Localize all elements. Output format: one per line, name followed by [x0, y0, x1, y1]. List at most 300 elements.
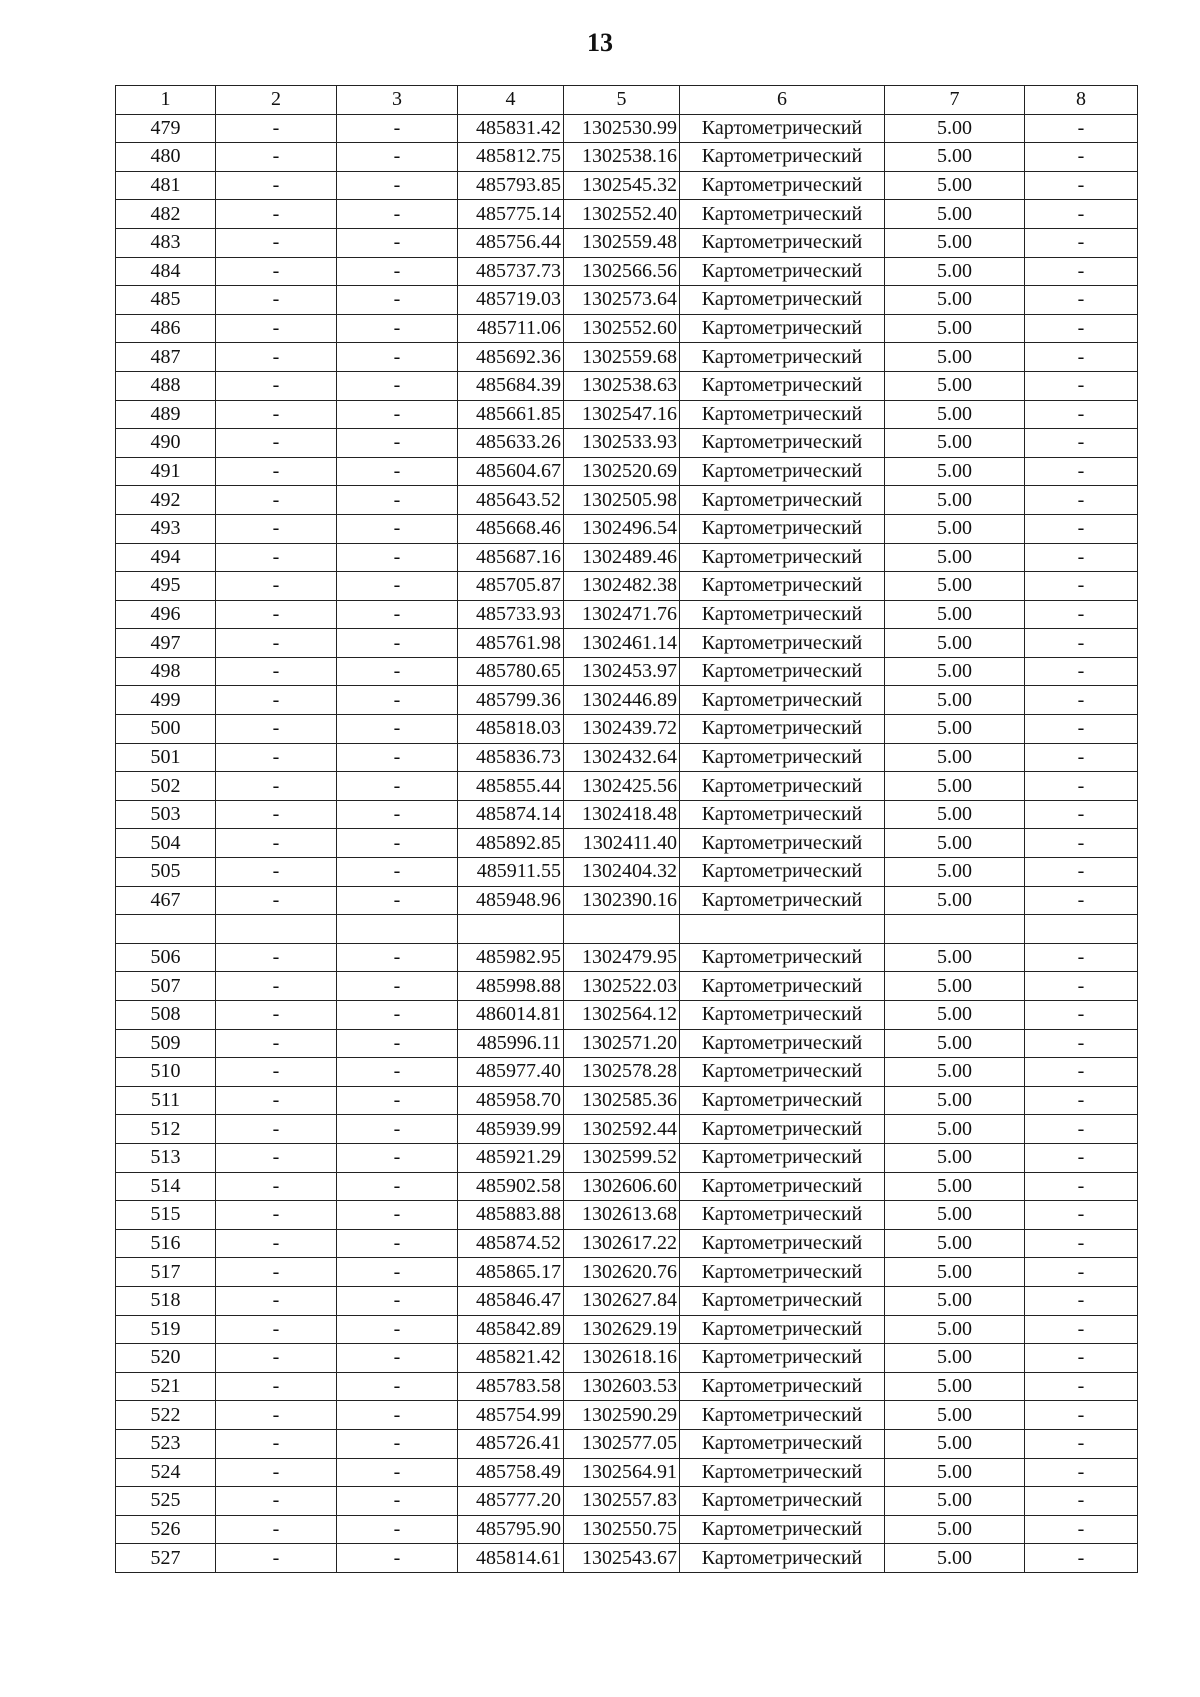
y-coordinate-cell: 1302590.29: [564, 1401, 680, 1430]
x-coordinate-cell: 485775.14: [458, 200, 564, 229]
accuracy-cell: 5.00: [885, 286, 1025, 315]
col-8-cell: -: [1025, 1429, 1138, 1458]
column-header: 2: [216, 86, 337, 115]
x-coordinate-cell: 485783.58: [458, 1372, 564, 1401]
y-coordinate-cell: 1302617.22: [564, 1229, 680, 1258]
col-8-cell: [1025, 915, 1138, 944]
accuracy-cell: 5.00: [885, 514, 1025, 543]
col-8-cell: -: [1025, 657, 1138, 686]
col-2-cell: -: [216, 286, 337, 315]
x-coordinate-cell: 485977.40: [458, 1058, 564, 1087]
col-2-cell: -: [216, 743, 337, 772]
method-cell: Картометрический: [680, 572, 885, 601]
col-8-cell: -: [1025, 743, 1138, 772]
y-coordinate-cell: 1302571.20: [564, 1029, 680, 1058]
col-2-cell: -: [216, 457, 337, 486]
accuracy-cell: 5.00: [885, 1401, 1025, 1430]
col-3-cell: -: [337, 972, 458, 1001]
point-number-cell: 508: [116, 1001, 216, 1030]
col-8-cell: -: [1025, 600, 1138, 629]
col-3-cell: -: [337, 314, 458, 343]
point-number-cell: [116, 915, 216, 944]
accuracy-cell: 5.00: [885, 1544, 1025, 1573]
col-2-cell: -: [216, 314, 337, 343]
x-coordinate-cell: 485818.03: [458, 715, 564, 744]
col-3-cell: -: [337, 743, 458, 772]
point-number-cell: 512: [116, 1115, 216, 1144]
table-row: [116, 371, 1138, 400]
y-coordinate-cell: 1302538.16: [564, 143, 680, 172]
x-coordinate-cell: 485733.93: [458, 600, 564, 629]
method-cell: Картометрический: [680, 143, 885, 172]
method-cell: Картометрический: [680, 1029, 885, 1058]
table-row: [116, 171, 1138, 200]
method-cell: Картометрический: [680, 1058, 885, 1087]
method-cell: Картометрический: [680, 171, 885, 200]
col-2-cell: -: [216, 600, 337, 629]
col-3-cell: -: [337, 858, 458, 887]
table-row: [116, 514, 1138, 543]
col-8-cell: -: [1025, 1344, 1138, 1373]
point-number-cell: 509: [116, 1029, 216, 1058]
col-2-cell: -: [216, 1458, 337, 1487]
table-row: [116, 800, 1138, 829]
col-8-cell: -: [1025, 829, 1138, 858]
y-coordinate-cell: 1302482.38: [564, 572, 680, 601]
col-3-cell: -: [337, 286, 458, 315]
y-coordinate-cell: 1302432.64: [564, 743, 680, 772]
col-3-cell: -: [337, 829, 458, 858]
y-coordinate-cell: 1302522.03: [564, 972, 680, 1001]
col-8-cell: -: [1025, 572, 1138, 601]
point-number-cell: 491: [116, 457, 216, 486]
col-8-cell: -: [1025, 1401, 1138, 1430]
y-coordinate-cell: 1302618.16: [564, 1344, 680, 1373]
accuracy-cell: 5.00: [885, 371, 1025, 400]
x-coordinate-cell: 485668.46: [458, 514, 564, 543]
point-number-cell: 492: [116, 486, 216, 515]
coordinates-table: [115, 85, 1138, 1573]
point-number-cell: 516: [116, 1229, 216, 1258]
table-row: [116, 1172, 1138, 1201]
method-cell: Картометрический: [680, 1315, 885, 1344]
table-row: [116, 657, 1138, 686]
y-coordinate-cell: 1302418.48: [564, 800, 680, 829]
point-number-cell: 490: [116, 429, 216, 458]
method-cell: Картометрический: [680, 200, 885, 229]
col-2-cell: -: [216, 371, 337, 400]
point-number-cell: 480: [116, 143, 216, 172]
point-number-cell: 520: [116, 1344, 216, 1373]
x-coordinate-cell: 485684.39: [458, 371, 564, 400]
method-cell: Картометрический: [680, 1229, 885, 1258]
point-number-cell: 518: [116, 1286, 216, 1315]
x-coordinate-cell: 485758.49: [458, 1458, 564, 1487]
accuracy-cell: 5.00: [885, 743, 1025, 772]
method-cell: Картометрический: [680, 1258, 885, 1287]
x-coordinate-cell: 485633.26: [458, 429, 564, 458]
col-3-cell: -: [337, 200, 458, 229]
table-row: [116, 943, 1138, 972]
point-number-cell: 526: [116, 1515, 216, 1544]
accuracy-cell: 5.00: [885, 1001, 1025, 1030]
x-coordinate-cell: 485892.85: [458, 829, 564, 858]
accuracy-cell: 5.00: [885, 257, 1025, 286]
y-coordinate-cell: 1302446.89: [564, 686, 680, 715]
x-coordinate-cell: 485705.87: [458, 572, 564, 601]
method-cell: Картометрический: [680, 457, 885, 486]
point-number-cell: 495: [116, 572, 216, 601]
y-coordinate-cell: 1302489.46: [564, 543, 680, 572]
col-3-cell: -: [337, 1086, 458, 1115]
col-2-cell: -: [216, 1115, 337, 1144]
col-8-cell: -: [1025, 686, 1138, 715]
col-3-cell: -: [337, 1286, 458, 1315]
point-number-cell: 527: [116, 1544, 216, 1573]
accuracy-cell: 5.00: [885, 1286, 1025, 1315]
y-coordinate-cell: 1302613.68: [564, 1201, 680, 1230]
point-number-cell: 488: [116, 371, 216, 400]
col-2-cell: -: [216, 686, 337, 715]
table-row: [116, 858, 1138, 887]
point-number-cell: 522: [116, 1401, 216, 1430]
method-cell: Картометрический: [680, 1286, 885, 1315]
point-number-cell: 501: [116, 743, 216, 772]
y-coordinate-cell: 1302411.40: [564, 829, 680, 858]
table-row: [116, 114, 1138, 143]
col-2-cell: -: [216, 715, 337, 744]
point-number-cell: 498: [116, 657, 216, 686]
col-3-cell: -: [337, 257, 458, 286]
table-row: [116, 543, 1138, 572]
x-coordinate-cell: 485780.65: [458, 657, 564, 686]
col-3-cell: -: [337, 600, 458, 629]
point-number-cell: 481: [116, 171, 216, 200]
method-cell: Картометрический: [680, 1487, 885, 1516]
col-8-cell: -: [1025, 629, 1138, 658]
col-3-cell: -: [337, 1458, 458, 1487]
table-row: [116, 1515, 1138, 1544]
table-row: [116, 886, 1138, 915]
method-cell: Картометрический: [680, 114, 885, 143]
col-2-cell: -: [216, 772, 337, 801]
accuracy-cell: 5.00: [885, 715, 1025, 744]
x-coordinate-cell: 485737.73: [458, 257, 564, 286]
point-number-cell: 500: [116, 715, 216, 744]
point-number-cell: 506: [116, 943, 216, 972]
col-8-cell: -: [1025, 1029, 1138, 1058]
col-3-cell: -: [337, 1372, 458, 1401]
table-row: [116, 1058, 1138, 1087]
column-header: 7: [885, 86, 1025, 115]
accuracy-cell: 5.00: [885, 629, 1025, 658]
col-3-cell: -: [337, 572, 458, 601]
y-coordinate-cell: 1302559.48: [564, 228, 680, 257]
y-coordinate-cell: 1302592.44: [564, 1115, 680, 1144]
col-3-cell: -: [337, 343, 458, 372]
col-8-cell: -: [1025, 972, 1138, 1001]
col-3-cell: -: [337, 457, 458, 486]
point-number-cell: 523: [116, 1429, 216, 1458]
table-row: [116, 457, 1138, 486]
x-coordinate-cell: 485692.36: [458, 343, 564, 372]
method-cell: Картометрический: [680, 371, 885, 400]
col-8-cell: -: [1025, 514, 1138, 543]
col-8-cell: -: [1025, 858, 1138, 887]
accuracy-cell: 5.00: [885, 829, 1025, 858]
col-2-cell: -: [216, 1315, 337, 1344]
col-3-cell: -: [337, 657, 458, 686]
col-8-cell: -: [1025, 429, 1138, 458]
table-row: [116, 829, 1138, 858]
col-3-cell: -: [337, 1344, 458, 1373]
accuracy-cell: 5.00: [885, 1058, 1025, 1087]
accuracy-cell: 5.00: [885, 400, 1025, 429]
col-8-cell: -: [1025, 1315, 1138, 1344]
table-row: [116, 1429, 1138, 1458]
point-number-cell: 519: [116, 1315, 216, 1344]
method-cell: Картометрический: [680, 1372, 885, 1401]
method-cell: Картометрический: [680, 1401, 885, 1430]
col-2-cell: -: [216, 114, 337, 143]
col-2-cell: -: [216, 1544, 337, 1573]
accuracy-cell: 5.00: [885, 1487, 1025, 1516]
col-8-cell: -: [1025, 543, 1138, 572]
point-number-cell: 496: [116, 600, 216, 629]
col-2-cell: -: [216, 1029, 337, 1058]
accuracy-cell: 5.00: [885, 1172, 1025, 1201]
method-cell: Картометрический: [680, 286, 885, 315]
y-coordinate-cell: 1302557.83: [564, 1487, 680, 1516]
col-2-cell: -: [216, 543, 337, 572]
y-coordinate-cell: 1302545.32: [564, 171, 680, 200]
point-number-cell: 505: [116, 858, 216, 887]
col-2-cell: -: [216, 429, 337, 458]
column-header: 3: [337, 86, 458, 115]
col-3-cell: -: [337, 1429, 458, 1458]
col-2-cell: -: [216, 1286, 337, 1315]
accuracy-cell: 5.00: [885, 1115, 1025, 1144]
point-number-cell: 517: [116, 1258, 216, 1287]
point-number-cell: 493: [116, 514, 216, 543]
col-8-cell: -: [1025, 1172, 1138, 1201]
col-2-cell: -: [216, 829, 337, 858]
table-row: [116, 1143, 1138, 1172]
x-coordinate-cell: 485842.89: [458, 1315, 564, 1344]
col-3-cell: -: [337, 1487, 458, 1516]
x-coordinate-cell: 485814.61: [458, 1544, 564, 1573]
table-row: [116, 600, 1138, 629]
table-row: [116, 200, 1138, 229]
accuracy-cell: 5.00: [885, 1143, 1025, 1172]
table-row: [116, 1315, 1138, 1344]
table-row: [116, 1458, 1138, 1487]
x-coordinate-cell: 485711.06: [458, 314, 564, 343]
column-header: 6: [680, 86, 885, 115]
col-3-cell: -: [337, 1143, 458, 1172]
x-coordinate-cell: 485911.55: [458, 858, 564, 887]
x-coordinate-cell: 485874.52: [458, 1229, 564, 1258]
col-2-cell: -: [216, 1143, 337, 1172]
point-number-cell: 513: [116, 1143, 216, 1172]
col-2-cell: -: [216, 143, 337, 172]
col-8-cell: -: [1025, 486, 1138, 515]
col-3-cell: -: [337, 514, 458, 543]
method-cell: Картометрический: [680, 600, 885, 629]
point-number-cell: 521: [116, 1372, 216, 1401]
col-3-cell: -: [337, 772, 458, 801]
method-cell: Картометрический: [680, 400, 885, 429]
accuracy-cell: 5.00: [885, 543, 1025, 572]
table-row: [116, 1201, 1138, 1230]
y-coordinate-cell: 1302566.56: [564, 257, 680, 286]
point-number-cell: 503: [116, 800, 216, 829]
col-8-cell: -: [1025, 1229, 1138, 1258]
y-coordinate-cell: 1302552.40: [564, 200, 680, 229]
method-cell: Картометрический: [680, 943, 885, 972]
method-cell: Картометрический: [680, 886, 885, 915]
table-row: [116, 1001, 1138, 1030]
accuracy-cell: 5.00: [885, 314, 1025, 343]
method-cell: Картометрический: [680, 858, 885, 887]
point-number-cell: 499: [116, 686, 216, 715]
x-coordinate-cell: 485777.20: [458, 1487, 564, 1516]
col-2-cell: -: [216, 514, 337, 543]
point-number-cell: 502: [116, 772, 216, 801]
col-2-cell: -: [216, 1201, 337, 1230]
col-8-cell: -: [1025, 1515, 1138, 1544]
y-coordinate-cell: 1302550.75: [564, 1515, 680, 1544]
accuracy-cell: 5.00: [885, 114, 1025, 143]
accuracy-cell: 5.00: [885, 1258, 1025, 1287]
accuracy-cell: 5.00: [885, 1429, 1025, 1458]
x-coordinate-cell: 485865.17: [458, 1258, 564, 1287]
col-2-cell: -: [216, 1258, 337, 1287]
y-coordinate-cell: 1302520.69: [564, 457, 680, 486]
column-header: 1: [116, 86, 216, 115]
accuracy-cell: 5.00: [885, 800, 1025, 829]
point-number-cell: 486: [116, 314, 216, 343]
y-coordinate-cell: 1302471.76: [564, 600, 680, 629]
col-3-cell: -: [337, 429, 458, 458]
point-number-cell: 467: [116, 886, 216, 915]
x-coordinate-cell: 485958.70: [458, 1086, 564, 1115]
table-row: [116, 286, 1138, 315]
y-coordinate-cell: 1302564.91: [564, 1458, 680, 1487]
table-row: [116, 686, 1138, 715]
accuracy-cell: 5.00: [885, 1229, 1025, 1258]
y-coordinate-cell: 1302577.05: [564, 1429, 680, 1458]
col-2-cell: -: [216, 800, 337, 829]
method-cell: Картометрический: [680, 1172, 885, 1201]
method-cell: Картометрический: [680, 686, 885, 715]
table-row: [116, 1029, 1138, 1058]
accuracy-cell: 5.00: [885, 657, 1025, 686]
col-2-cell: -: [216, 1401, 337, 1430]
column-header: 5: [564, 86, 680, 115]
x-coordinate-cell: 485996.11: [458, 1029, 564, 1058]
accuracy-cell: [885, 915, 1025, 944]
method-cell: Картометрический: [680, 1344, 885, 1373]
y-coordinate-cell: 1302538.63: [564, 371, 680, 400]
col-8-cell: -: [1025, 143, 1138, 172]
method-cell: Картометрический: [680, 1201, 885, 1230]
page-number: 13: [587, 28, 613, 57]
point-number-cell: 487: [116, 343, 216, 372]
x-coordinate-cell: 485799.36: [458, 686, 564, 715]
x-coordinate-cell: 485874.14: [458, 800, 564, 829]
x-coordinate-cell: 485855.44: [458, 772, 564, 801]
col-8-cell: -: [1025, 1372, 1138, 1401]
y-coordinate-cell: 1302461.14: [564, 629, 680, 658]
accuracy-cell: 5.00: [885, 143, 1025, 172]
accuracy-cell: 5.00: [885, 686, 1025, 715]
col-3-cell: -: [337, 1058, 458, 1087]
y-coordinate-cell: 1302620.76: [564, 1258, 680, 1287]
x-coordinate-cell: 485902.58: [458, 1172, 564, 1201]
table-row: [116, 314, 1138, 343]
y-coordinate-cell: 1302425.56: [564, 772, 680, 801]
x-coordinate-cell: 485719.03: [458, 286, 564, 315]
method-cell: Картометрический: [680, 429, 885, 458]
table-row: [116, 1487, 1138, 1516]
accuracy-cell: 5.00: [885, 1515, 1025, 1544]
column-header: 4: [458, 86, 564, 115]
x-coordinate-cell: 485846.47: [458, 1286, 564, 1315]
table-row: [116, 400, 1138, 429]
table-row: [116, 1372, 1138, 1401]
col-8-cell: -: [1025, 171, 1138, 200]
accuracy-cell: 5.00: [885, 600, 1025, 629]
method-cell: Картометрический: [680, 629, 885, 658]
method-cell: Картометрический: [680, 1115, 885, 1144]
col-3-cell: -: [337, 943, 458, 972]
method-cell: Картометрический: [680, 314, 885, 343]
y-coordinate-cell: [564, 915, 680, 944]
method-cell: Картометрический: [680, 257, 885, 286]
y-coordinate-cell: 1302585.36: [564, 1086, 680, 1115]
x-coordinate-cell: 485754.99: [458, 1401, 564, 1430]
y-coordinate-cell: 1302559.68: [564, 343, 680, 372]
col-2-cell: -: [216, 886, 337, 915]
col-3-cell: -: [337, 1201, 458, 1230]
table-row: [116, 572, 1138, 601]
col-3-cell: -: [337, 1401, 458, 1430]
col-2-cell: -: [216, 657, 337, 686]
accuracy-cell: 5.00: [885, 943, 1025, 972]
col-3-cell: -: [337, 1515, 458, 1544]
x-coordinate-cell: 485761.98: [458, 629, 564, 658]
col-3-cell: -: [337, 400, 458, 429]
col-8-cell: -: [1025, 1058, 1138, 1087]
table-row: [116, 143, 1138, 172]
point-number-cell: 507: [116, 972, 216, 1001]
y-coordinate-cell: 1302547.16: [564, 400, 680, 429]
y-coordinate-cell: 1302404.32: [564, 858, 680, 887]
col-2-cell: -: [216, 572, 337, 601]
accuracy-cell: 5.00: [885, 200, 1025, 229]
y-coordinate-cell: 1302530.99: [564, 114, 680, 143]
point-number-cell: 479: [116, 114, 216, 143]
point-number-cell: 494: [116, 543, 216, 572]
col-2-cell: -: [216, 1001, 337, 1030]
y-coordinate-cell: 1302505.98: [564, 486, 680, 515]
x-coordinate-cell: 485726.41: [458, 1429, 564, 1458]
col-3-cell: -: [337, 629, 458, 658]
col-8-cell: -: [1025, 343, 1138, 372]
table-row: [116, 1258, 1138, 1287]
point-number-cell: 489: [116, 400, 216, 429]
